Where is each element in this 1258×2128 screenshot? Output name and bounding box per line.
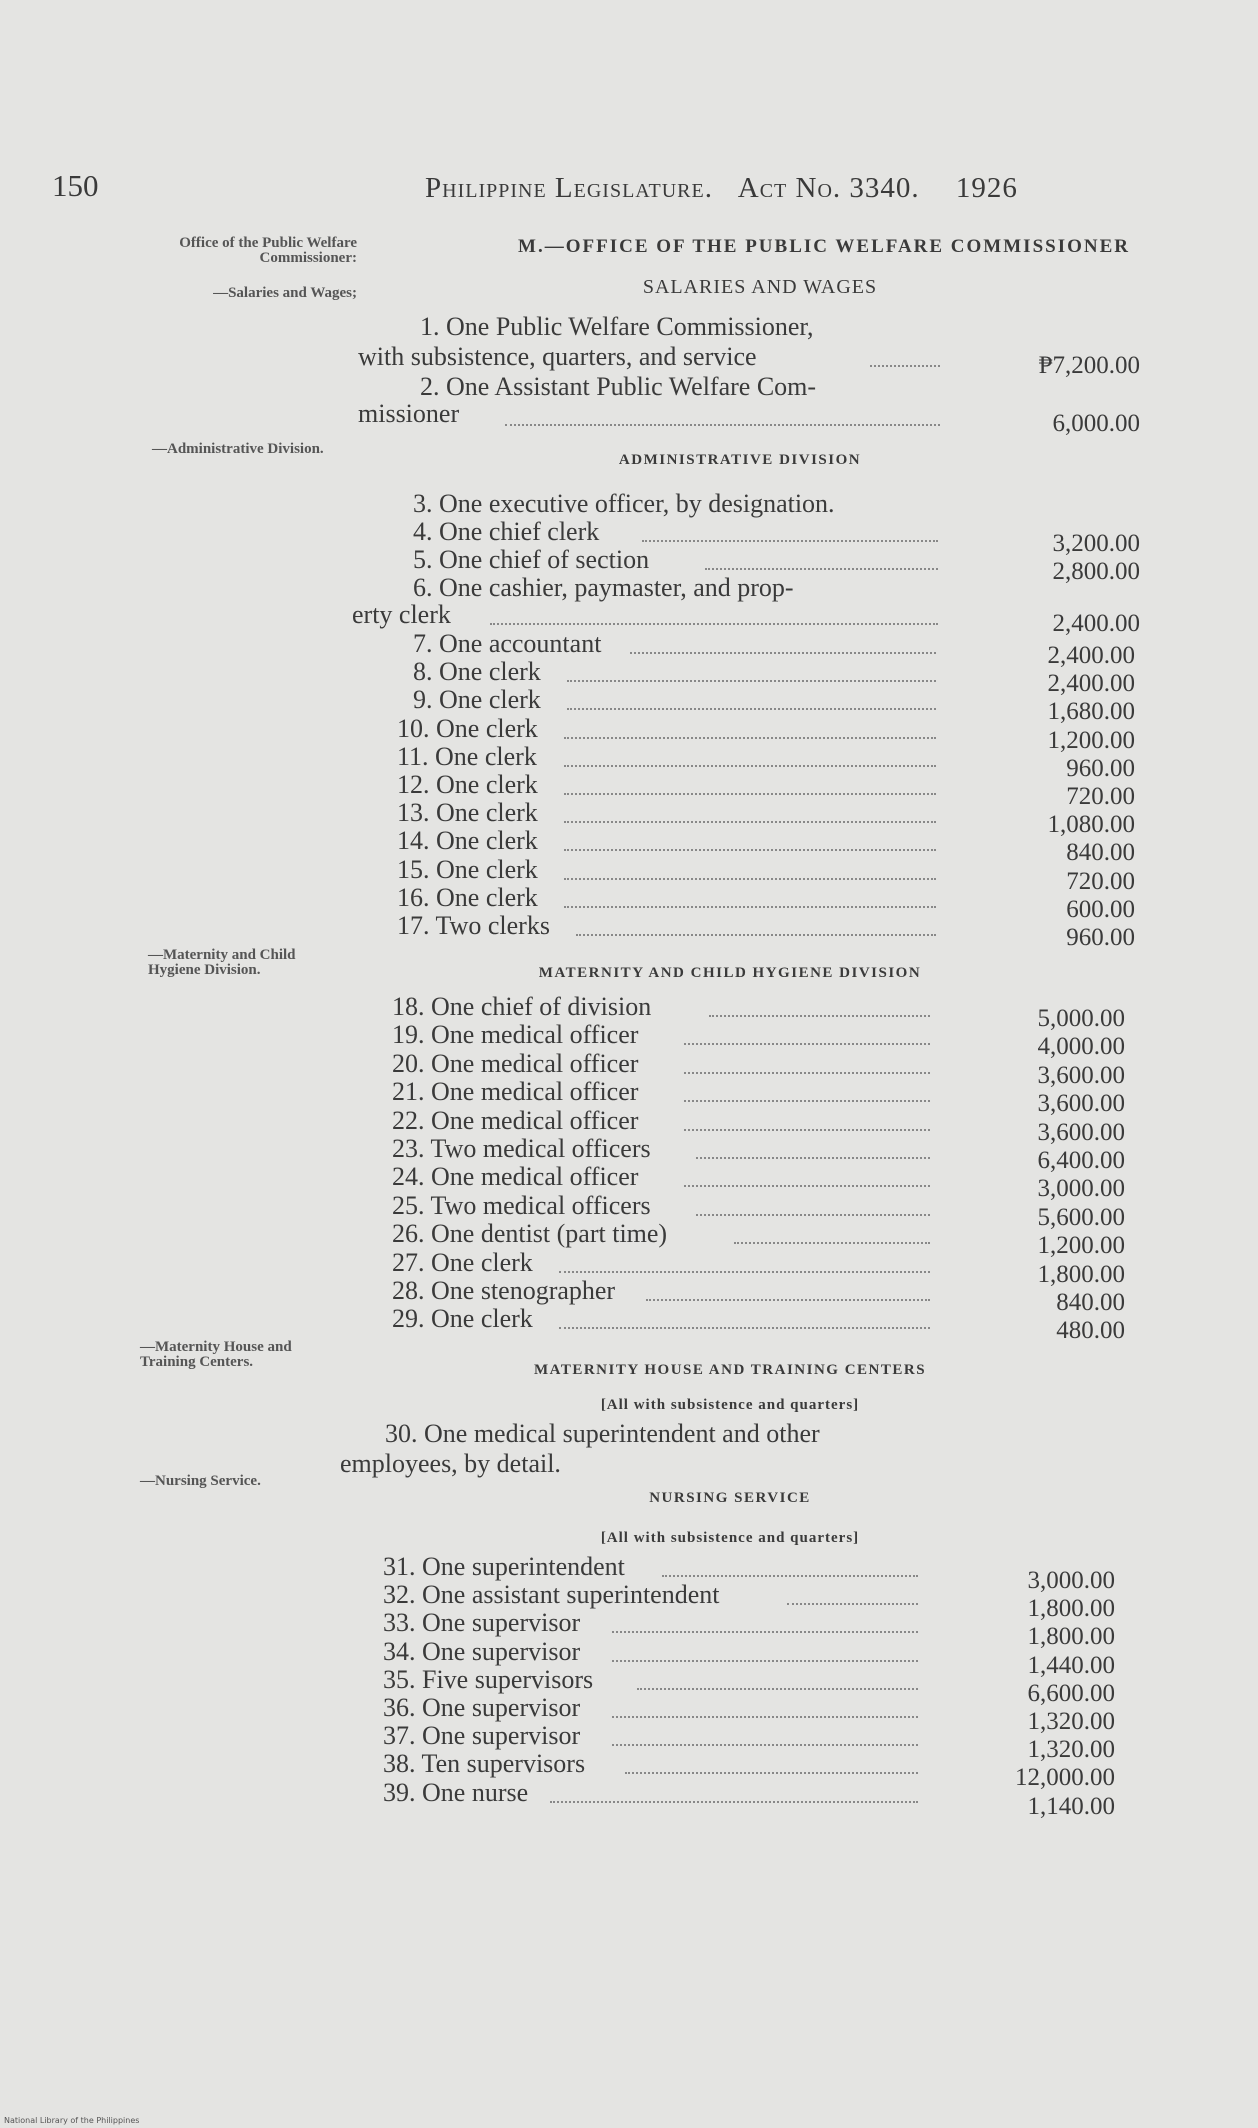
leader-dots — [612, 1744, 918, 1746]
admin-item-amount: 2,400.00 — [1047, 670, 1135, 698]
salaries-item-1-line2: with subsistence, quarters, and service — [358, 342, 757, 371]
salaries-item-2-amount: 6,000.00 — [1052, 410, 1140, 437]
maternity-list-item-amount: 1,200.00 — [1037, 1232, 1125, 1260]
leader-dots — [567, 680, 936, 682]
nursing-heading: NURSING SERVICE — [649, 1490, 811, 1506]
leader-dots — [564, 849, 937, 851]
nursing-list-item-amount: 1,800.00 — [1027, 1595, 1115, 1623]
maternity-list-item-label: 24. One medical officer — [392, 1162, 639, 1192]
leader-dots — [559, 1271, 931, 1273]
margin-note-house: —Maternity House and Training Centers. — [140, 1339, 292, 1370]
house-note: [All with subsistence and quarters] — [600, 1397, 860, 1413]
nursing-list-item-label: 37. One supervisor — [383, 1721, 581, 1751]
maternity-list-item-amount: 3,600.00 — [1037, 1061, 1125, 1089]
leader-dots — [709, 1015, 931, 1017]
house-item-line1: 30. One medical superintendent and other — [385, 1419, 820, 1448]
maternity-list-item-label: 23. Two medical officers — [392, 1134, 651, 1163]
maternity-list-item-label: 29. One clerk — [392, 1304, 533, 1334]
leader-dots — [612, 1660, 918, 1662]
leader-dots — [684, 1043, 931, 1045]
maternity-list-item-label: 26. One dentist (part time) — [392, 1219, 668, 1249]
leader-dots — [684, 1072, 931, 1074]
leader-dots — [612, 1716, 918, 1718]
maternity-list-item-label: 19. One medical officer — [392, 1020, 639, 1050]
leader-dots — [567, 708, 936, 710]
admin-item-amount: 960.00 — [1066, 924, 1135, 951]
leader-dots — [696, 1157, 930, 1159]
leader-dots — [684, 1129, 931, 1131]
salaries-heading: SALARIES AND WAGES — [642, 276, 878, 298]
leader-dots — [576, 934, 936, 936]
house-heading: MATERNITY HOUSE AND TRAINING CENTERS — [533, 1362, 927, 1378]
running-head-act: Act No. 3340. — [737, 172, 920, 204]
nursing-list-item-amount: 6,600.00 — [1027, 1679, 1115, 1707]
admin-item-6-line2: erty clerk — [352, 600, 451, 629]
admin-item-amount: 840.00 — [1066, 839, 1135, 867]
admin-item-amount: 960.00 — [1066, 754, 1135, 782]
admin-item-amount: 1,080.00 — [1047, 811, 1135, 839]
nursing-list-item-amount: 12,000.00 — [1015, 1764, 1115, 1792]
maternity-list-item-amount: 840.00 — [1056, 1289, 1125, 1316]
nursing-list-item-label: 34. One supervisor — [383, 1636, 581, 1666]
footer-credit: National Library of the Philippines — [4, 2116, 140, 2125]
leader-dots — [564, 821, 937, 823]
leader-dots — [564, 793, 937, 795]
maternity-list-item-amount: 4,000.00 — [1037, 1033, 1125, 1061]
admin-item-3: 3. One executive officer, by designation. — [413, 489, 835, 518]
maternity-list-item-amount: 5,600.00 — [1037, 1203, 1125, 1231]
admin-item-amount: 1,200.00 — [1047, 726, 1135, 754]
maternity-list-item-amount: 3,000.00 — [1037, 1175, 1125, 1203]
margin-note-office: Office of the Public Welfare Commissioner: — [179, 235, 357, 266]
leader-dots — [684, 1100, 931, 1102]
admin-item-label: 11. One clerk — [397, 741, 537, 771]
leader-dots — [646, 1299, 930, 1301]
nursing-list-item-label: 31. One superintendent — [383, 1552, 625, 1581]
admin-item-amount: 2,400.00 — [1047, 642, 1135, 669]
admin-item-amount: 2,800.00 — [1052, 558, 1140, 585]
maternity-list-item-amount: 1,800.00 — [1037, 1260, 1125, 1288]
leader-dots — [630, 652, 937, 654]
nursing-list-item-label: 32. One assistant superintendent — [383, 1580, 720, 1610]
margin-note-salaries: —Salaries and Wages; — [213, 285, 357, 301]
maternity-list-item-amount: 3,600.00 — [1037, 1118, 1125, 1146]
admin-item-label: 12. One clerk — [397, 770, 538, 799]
admin-item-label: 5. One chief of section — [413, 545, 650, 574]
leader-dots — [662, 1575, 918, 1577]
margin-note-maternity: —Maternity and Child Hygiene Division. — [148, 947, 296, 978]
nursing-list-item-label: 35. Five supervisors — [383, 1664, 594, 1694]
nursing-list-item-amount: 1,440.00 — [1027, 1651, 1115, 1679]
maternity-list-item-amount: 480.00 — [1056, 1317, 1125, 1345]
admin-item-label: 14. One clerk — [397, 826, 538, 856]
maternity-list-item-amount: 6,400.00 — [1037, 1147, 1125, 1174]
admin-item-label: 4. One chief clerk — [413, 517, 600, 546]
running-head — [425, 172, 1018, 205]
maternity-list-item-label: 25. Two medical officers — [392, 1190, 651, 1220]
admin-item-6-amount: 2,400.00 — [1052, 610, 1140, 637]
leader-dots — [564, 906, 937, 908]
leader-dots — [564, 737, 937, 739]
admin-item-amount: 3,200.00 — [1052, 530, 1140, 557]
admin-item-label: 9. One clerk — [413, 685, 541, 715]
salaries-item-2-line2: missioner — [358, 399, 460, 428]
running-head-year: 1926 — [955, 172, 1018, 204]
margin-note-nursing: —Nursing Service. — [140, 1473, 261, 1489]
admin-item-label: 8. One clerk — [413, 657, 541, 687]
nursing-list-item-amount: 1,140.00 — [1027, 1792, 1115, 1820]
salaries-item-2-line1: 2. One Assistant Public Welfare Com- — [420, 372, 817, 401]
nursing-list-item-amount: 3,000.00 — [1027, 1567, 1115, 1594]
leader-dots — [612, 1631, 918, 1633]
admin-item-label: 15. One clerk — [397, 854, 538, 884]
nursing-list-item-amount: 1,800.00 — [1027, 1623, 1115, 1651]
admin-item-label: 10. One clerk — [397, 713, 538, 743]
leader-dots — [734, 1242, 931, 1244]
leader-dots — [787, 1603, 918, 1605]
nursing-list-item-label: 38. Ten supervisors — [383, 1749, 586, 1779]
leader-dots — [505, 424, 940, 426]
leader-dots — [642, 540, 938, 542]
section-title: M.—OFFICE OF THE PUBLIC WELFARE COMMISSIONER — [518, 236, 1130, 257]
maternity-list-item-label: 27. One clerk — [392, 1247, 533, 1277]
leader-dots — [490, 623, 938, 625]
leader-dots — [705, 568, 939, 570]
margin-note-admin: —Administrative Division. — [152, 441, 324, 457]
nursing-note: [All with subsistence and quarters] — [600, 1530, 860, 1546]
admin-item-amount: 720.00 — [1066, 867, 1135, 895]
maternity-list-item-amount: 3,600.00 — [1037, 1090, 1125, 1118]
admin-item-amount: 600.00 — [1066, 895, 1135, 923]
admin-item-label: 17. Two clerks — [397, 911, 550, 940]
page-number: 150 — [52, 168, 99, 203]
leader-dots — [870, 365, 940, 367]
leader-dots — [564, 878, 937, 880]
salaries-item-1-line1: 1. One Public Welfare Commissioner, — [420, 312, 814, 341]
admin-item-label: 16. One clerk — [397, 882, 538, 912]
maternity-list-item-label: 20. One medical officer — [392, 1048, 639, 1078]
leader-dots — [564, 765, 937, 767]
salaries-item-1-amount: ₱7,200.00 — [1038, 352, 1140, 379]
nursing-list-item-label: 39. One nurse — [383, 1777, 529, 1807]
admin-item-label: 7. One accountant — [413, 629, 602, 658]
nursing-list-item-amount: 1,320.00 — [1027, 1708, 1115, 1735]
nursing-list-item-label: 33. One supervisor — [383, 1608, 581, 1638]
maternity-list-item-label: 18. One chief of division — [392, 992, 652, 1021]
leader-dots — [696, 1214, 930, 1216]
nursing-list-item-amount: 1,320.00 — [1027, 1736, 1115, 1764]
admin-item-6-line1: 6. One cashier, paymaster, and prop- — [413, 573, 794, 602]
nursing-list-item-label: 36. One supervisor — [383, 1693, 581, 1722]
maternity-list-item-amount: 5,000.00 — [1037, 1005, 1125, 1032]
leader-dots — [684, 1185, 931, 1187]
admin-heading: ADMINISTRATIVE DIVISION — [618, 452, 862, 468]
leader-dots — [559, 1327, 931, 1329]
admin-item-amount: 1,680.00 — [1047, 698, 1135, 726]
leader-dots — [625, 1772, 919, 1774]
admin-item-label: 13. One clerk — [397, 798, 538, 828]
maternity-list-item-label: 28. One stenographer — [392, 1276, 616, 1305]
leader-dots — [550, 1801, 919, 1803]
maternity-list-item-label: 21. One medical officer — [392, 1077, 639, 1107]
maternity-list-item-label: 22. One medical officer — [392, 1105, 639, 1135]
running-head-title: Philippine Legislature. — [425, 172, 713, 204]
house-item-line2: employees, by detail. — [340, 1449, 561, 1478]
leader-dots — [637, 1688, 918, 1690]
maternity-heading: MATERNITY AND CHILD HYGIENE DIVISION — [538, 965, 922, 981]
admin-item-amount: 720.00 — [1066, 783, 1135, 810]
